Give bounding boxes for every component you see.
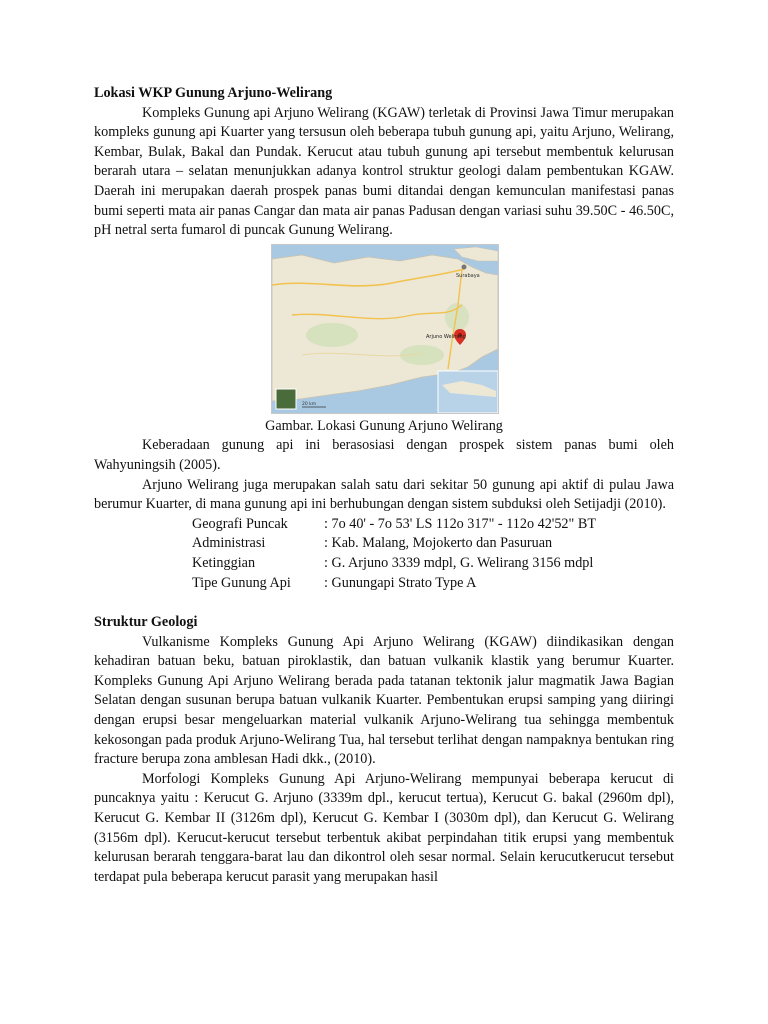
- map-graphic: [272, 245, 498, 413]
- info-value: : G. Arjuno 3339 mdpl, G. Welirang 3156 mdpl: [324, 554, 594, 571]
- info-row: [192, 554, 596, 574]
- volcano-info-table: [192, 515, 596, 593]
- section-title-location: Lokasi WKP Gunung Arjuno-Welirang: [94, 85, 333, 101]
- info-value: : Gunungapi Strato Type A: [324, 574, 477, 591]
- location-map-image: [271, 244, 499, 414]
- figure-caption: Gambar. Lokasi Gunung Arjuno Welirang: [265, 417, 503, 434]
- info-key: Geografi Puncak: [192, 515, 288, 532]
- paragraph-location-active: Arjuno Welirang juga merupakan salah satu dari sekitar 50 gunung api aktif di pulau Jawa berumur Kuarter, di mana gunung api ini berhubungan dengan sistem subduksi oleh Setijadji (2010).: [94, 476, 674, 513]
- map-scale-label: 20 km: [302, 401, 317, 407]
- map-city-label: Surabaya: [456, 272, 480, 279]
- section-title-geology: Struktur Geologi: [94, 614, 198, 631]
- map-marker-label: Arjuno Welirang: [426, 333, 466, 340]
- info-value: : 7o 40' - 7o 53' LS 112o 317" - 112o 42'52" BT: [324, 515, 596, 532]
- paragraph-geology-volcanism: Vulkanisme Kompleks Gunung Api Arjuno Welirang (KGAW) diindikasikan dengan kehadiran batuan beku, batuan piroklastik, dan batuan vulkanik klastik yang berumur Kuarter. Kompleks Gunung Api Arjuno Welirang berada pada tatanan tektonik jalur magmatik Jawa Bagian Selatan dengan susunan berupa batuan vulkanik Kuarter. Pembentukan erupsi samping yang diiringi dengan erupsi besar mengeluarkan material vulkanik Arjuno-Welirang tua sehingga membentuk kekosongan pada produk Arjuno-Welirang Tua, hal tersebut terlihat dengan nampaknya bentukan ring fracture berupa zona amblesan Hadi dkk., (2010).: [94, 633, 674, 768]
- info-key: Tipe Gunung Api: [192, 574, 291, 591]
- map-forest-1: [306, 323, 358, 347]
- info-row: [192, 574, 596, 594]
- info-key: Administrasi: [192, 535, 266, 552]
- map-city-dot: [462, 264, 467, 269]
- paragraph-location-intro: Kompleks Gunung api Arjuno Welirang (KGAW) terletak di Provinsi Jawa Timur merupakan kompleks gunung api Kuarter yang tersusun oleh beberapa tubuh gunung api, yaitu Arjuno, Welirang, Kembar, Bulak, Bakal dan Pundak. Kerucut atau tubuh gunung api tersebut membentuk kelurusan berarah utara – selatan menunjukkan adanya kontrol struktur geologi dalam pembentukan KGAW. Daerah ini merupakan daerah prospek panas bumi ditandai dengan kemunculan manifestasi panas bumi seperti mata air panas Cangar dan mata air panas Padusan dengan variasi suhu 39.50C - 46.50C, pH netral serta fumarol di puncak Gunung Welirang.: [94, 104, 674, 239]
- paragraph-location-association: Keberadaan gunung api ini berasosiasi dengan prospek sistem panas bumi oleh Wahyuningsih (2005).: [94, 437, 674, 473]
- info-value: : Kab. Malang, Mojokerto dan Pasuruan: [324, 535, 553, 552]
- document-content: [94, 84, 674, 887]
- paragraph-geology-morphology: Morfologi Kompleks Gunung Api Arjuno-Welirang mempunyai beberapa kerucut di puncaknya yaitu : Kerucut G. Arjuno (3339m dpl., kerucut tertua), Kerucut G. bakal (2960m dpl), Kerucut G. Kembar II (3126m dpl), Kerucut G. Kembar I (3030m dpl), dan Kerucut G. Welirang (3156m dpl). Kerucut-kerucut tersebut terbentuk akibat perpindahan titik erupsi yang membentuk kelurusan berarah tenggara-barat lau dan dikontrol oleh sesar normal. Selain kerucutkerucut tersebut terdapat pula beberapa kerucut parasit yang merupakan hasil: [94, 770, 674, 885]
- map-satellite-toggle: [276, 389, 296, 409]
- info-row: [192, 534, 596, 554]
- info-key: Ketinggian: [192, 554, 256, 571]
- info-row: [192, 515, 596, 535]
- section-gap: [94, 593, 674, 613]
